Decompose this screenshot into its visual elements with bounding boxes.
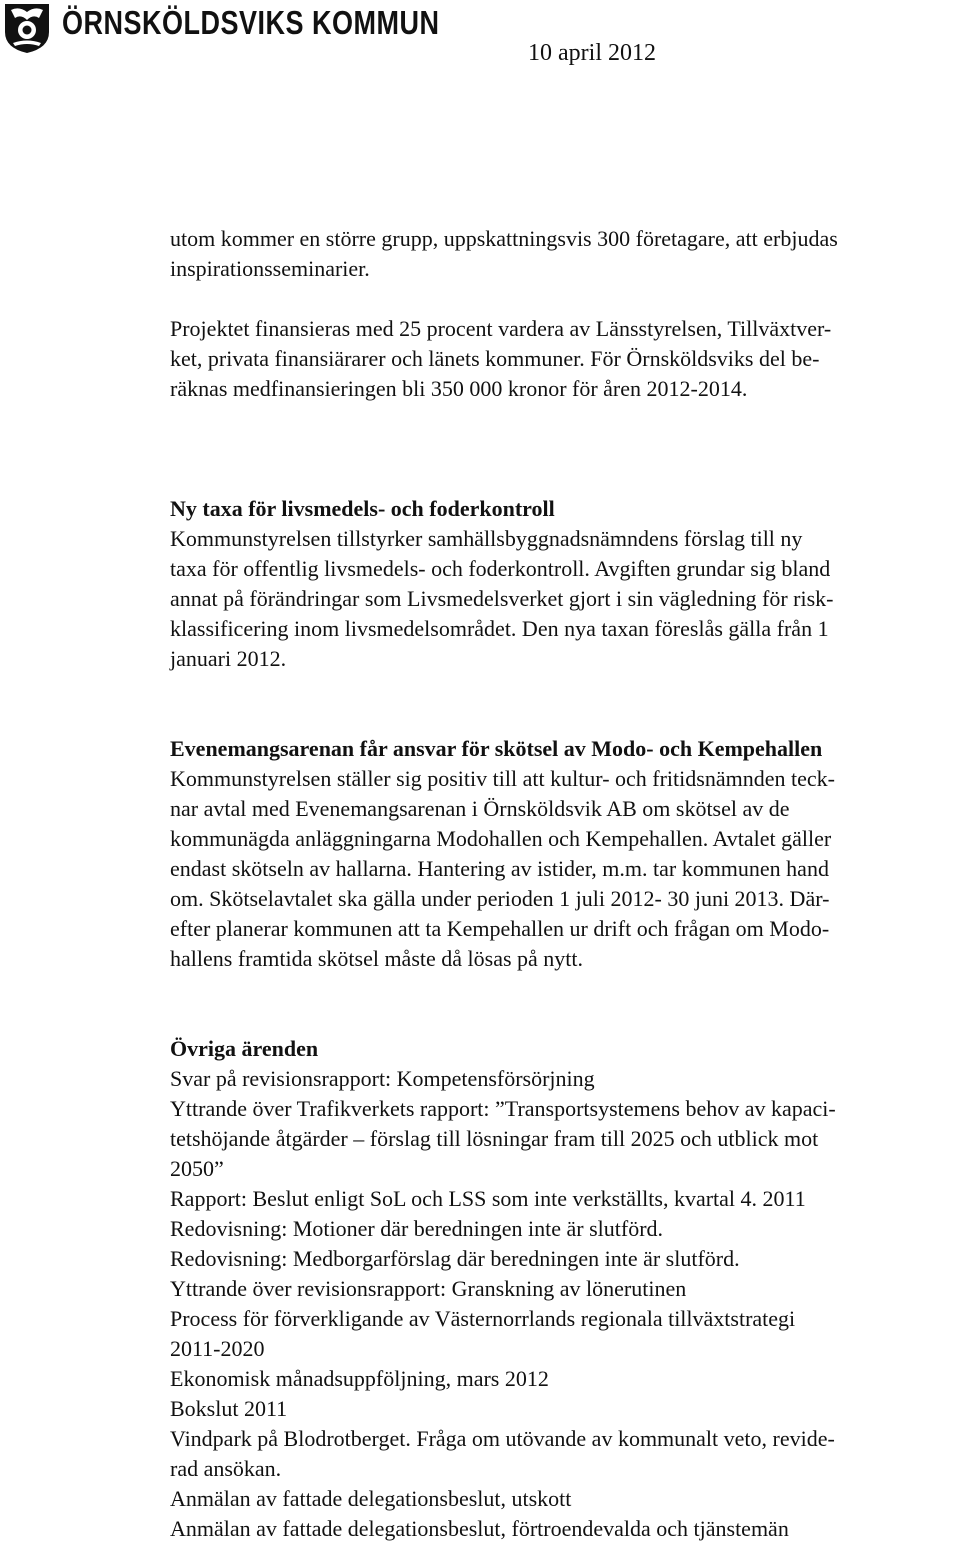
list-item: Bokslut 2011 (170, 1396, 288, 1421)
text-line: taxa för offentlig livsmedels- och foderkontroll. Avgiften grundar sig bland (170, 556, 831, 581)
list-item: rad ansökan. (170, 1456, 282, 1481)
organization-name: ÖRNSKÖLDSVIKS KOMMUN (62, 4, 440, 42)
list-item: Rapport: Beslut enligt SoL och LSS som inte verkställts, kvartal 4. 2011 (170, 1186, 806, 1211)
text-line: Kommunstyrelsen tillstyrker samhällsbyggnadsnämndens förslag till ny (170, 526, 803, 551)
text-line: Projektet finansieras med 25 procent vardera av Länsstyrelsen, Tillväxtver- (170, 316, 832, 341)
document-body (170, 224, 960, 1544)
text-line: hallens framtida skötsel måste då lösas på nytt. (170, 946, 584, 971)
text-line: kommunägda anläggningarna Modohallen och Kempehallen. Avtalet gäller (170, 826, 832, 851)
financing-paragraph (170, 314, 960, 404)
list-item: Vindpark på Blodrotberget. Fråga om utövande av kommunalt veto, revide- (170, 1426, 835, 1451)
list-item: Redovisning: Motioner där beredningen inte är slutförd. (170, 1216, 664, 1241)
list-item: 2011-2020 (170, 1336, 265, 1361)
document-header (0, 0, 960, 70)
section-heading: Övriga ärenden (170, 1036, 319, 1061)
text-line: Kommunstyrelsen ställer sig positiv till att kultur- och fritidsnämnden teck- (170, 766, 835, 791)
list-item: Yttrande över revisionsrapport: Granskning av lönerutinen (170, 1276, 687, 1301)
list-item: Svar på revisionsrapport: Kompetensförsörjning (170, 1066, 595, 1091)
list-item: Process för förverkligande av Västernorrlands regionala tillväxtstrategi (170, 1306, 796, 1331)
text-line: klassificering inom livsmedelsområdet. Den nya taxan föreslås gälla från 1 (170, 616, 829, 641)
document-date: 10 april 2012 (528, 40, 656, 66)
arena-section (170, 734, 960, 974)
text-line: efter planerar kommunen att ta Kempehallen ur drift och frågan om Modo- (170, 916, 830, 941)
list-item: Anmälan av fattade delegationsbeslut, förtroendevalda och tjänstemän (170, 1516, 789, 1541)
text-line: ket, privata finansiärarer och länets kommuner. För Örnsköldsviks del be- (170, 346, 820, 371)
section-heading: Ny taxa för livsmedels- och foderkontroll (170, 496, 555, 521)
text-line: räknas medfinansieringen bli 350 000 kronor för åren 2012-2014. (170, 376, 748, 401)
list-item: 2050” (170, 1156, 224, 1181)
text-line: om. Skötselavtalet ska gälla under perioden 1 juli 2012- 30 juni 2013. Där- (170, 886, 830, 911)
text-line: endast skötseln av hallarna. Hantering av istider, m.m. tar kommunen hand (170, 856, 829, 881)
list-item: Anmälan av fattade delegationsbeslut, utskott (170, 1486, 572, 1511)
municipal-crest-icon (3, 2, 51, 54)
text-line: utom kommer en större grupp, uppskattningsvis 300 företagare, att erbjudas (170, 226, 838, 251)
list-item: Ekonomisk månadsuppföljning, mars 2012 (170, 1366, 549, 1391)
section-heading: Evenemangsarenan får ansvar för skötsel av Modo- och Kempehallen (170, 736, 823, 761)
text-line: annat på förändringar som Livsmedelsverket gjort i sin vägledning för risk- (170, 586, 834, 611)
other-matters-section (170, 1034, 960, 1544)
list-item: Yttrande över Trafikverkets rapport: ”Transportsystemens behov av kapaci- (170, 1096, 836, 1121)
list-item: Redovisning: Medborgarförslag där beredningen inte är slutförd. (170, 1246, 740, 1271)
text-line: nar avtal med Evenemangsarenan i Örnsköldsvik AB om skötsel av de (170, 796, 790, 821)
list-item: tetshöjande åtgärder – förslag till lösningar fram till 2025 och utblick mot (170, 1126, 819, 1151)
text-line: januari 2012. (170, 646, 287, 671)
food-control-section (170, 494, 960, 674)
text-line: inspirationsseminarier. (170, 256, 370, 281)
intro-paragraph (170, 224, 960, 284)
